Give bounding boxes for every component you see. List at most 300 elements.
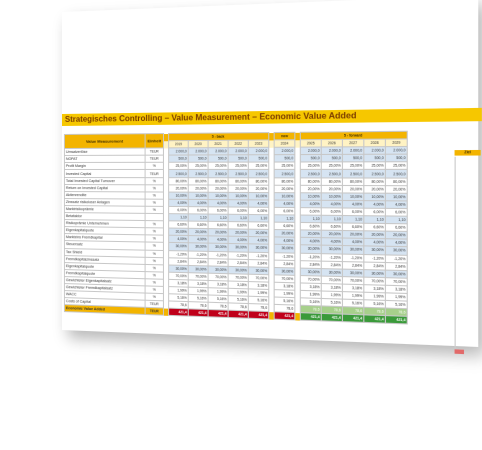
value-cell[interactable]: 25,00% — [342, 162, 363, 170]
value-cell[interactable]: 4,00% — [169, 236, 189, 244]
value-cell[interactable]: 6,60% — [248, 222, 268, 230]
value-cell[interactable]: 4,00% — [248, 237, 268, 245]
row-label: Return on Invested Capital — [64, 184, 145, 192]
value-cell[interactable]: 2.500,0 — [188, 170, 208, 177]
value-cell[interactable]: 5,16% — [274, 297, 295, 305]
value-cell[interactable]: 10,00% — [385, 193, 407, 201]
value-cell[interactable]: 1,10 — [208, 214, 228, 222]
value-cell[interactable]: 4,00% — [274, 200, 295, 208]
value-cell[interactable]: 1,10 — [364, 216, 386, 224]
value-cell[interactable]: 500,0 — [300, 155, 321, 163]
value-cell[interactable]: 10,00% — [169, 192, 189, 199]
value-cell[interactable]: 80,00% — [248, 177, 268, 185]
value-cell[interactable]: 2.000,0 — [385, 147, 407, 155]
value-cell[interactable]: 80,00% — [385, 178, 407, 186]
value-cell[interactable]: 25,00% — [300, 162, 321, 170]
row-label: Betafaktor — [64, 213, 145, 221]
value-cell[interactable]: 4,00% — [274, 237, 295, 245]
value-cell[interactable]: -1,20% — [321, 253, 342, 261]
value-cell[interactable]: 5,16% — [248, 296, 268, 304]
value-cell[interactable]: 421,4 — [228, 310, 248, 318]
row-label: Gewichteter Fremdkapitalsatz — [64, 284, 145, 294]
value-cell[interactable]: 80,00% — [228, 177, 248, 184]
value-cell[interactable]: 1,10 — [169, 214, 189, 222]
value-cell[interactable]: 4,00% — [208, 199, 228, 207]
value-cell[interactable]: 500,0 — [342, 155, 363, 163]
value-cell[interactable]: 5,16% — [228, 296, 248, 304]
value-cell[interactable]: 80,00% — [300, 177, 321, 185]
value-cell[interactable]: 1,99% — [385, 293, 407, 301]
value-cell[interactable]: 1,10 — [274, 215, 295, 223]
value-cell[interactable]: 78,6 — [274, 305, 295, 313]
value-cell[interactable]: 2,84% — [274, 260, 295, 268]
value-cell[interactable]: 70,00% — [188, 272, 208, 280]
row-unit: % — [145, 264, 163, 272]
value-cell[interactable]: -1,20% — [300, 253, 321, 261]
value-cell[interactable]: 4,00% — [248, 200, 268, 208]
value-cell[interactable]: 70,00% — [169, 272, 189, 280]
value-cell[interactable]: 6,60% — [208, 221, 228, 229]
value-cell[interactable]: 78,6 — [385, 308, 407, 316]
value-cell[interactable]: 2.000,0 — [342, 147, 363, 155]
row-label: Umsatzerlöse — [64, 148, 145, 156]
value-cell[interactable]: 30,00% — [228, 244, 248, 252]
value-cell[interactable]: 25,00% — [321, 162, 342, 170]
value-cell[interactable]: 5,16% — [300, 298, 321, 306]
row-unit: % — [145, 250, 163, 258]
value-cell[interactable]: 6,00% — [208, 207, 228, 215]
value-cell[interactable]: 20,00% — [274, 185, 295, 193]
value-cell[interactable]: 5,16% — [321, 299, 342, 307]
value-cell[interactable]: 4,00% — [364, 200, 386, 208]
value-cell[interactable]: 20,00% — [169, 228, 189, 236]
value-cell[interactable]: 421,4 — [169, 308, 189, 316]
value-cell[interactable]: 30,00% — [188, 265, 208, 273]
value-cell[interactable]: 2.000,0 — [188, 148, 208, 155]
value-cell[interactable]: -1,20% — [188, 250, 208, 258]
value-cell[interactable]: 20,00% — [169, 185, 189, 192]
value-cell[interactable]: 2,84% — [228, 259, 248, 267]
value-cell[interactable]: 1,10 — [342, 216, 363, 224]
value-cell[interactable]: 1,99% — [342, 292, 363, 300]
value-cell[interactable]: 3,18% — [342, 284, 363, 292]
value-cell[interactable]: 78,6 — [188, 302, 208, 310]
value-cell[interactable]: 20,00% — [364, 231, 386, 239]
row-label: Fremdkapitalquote — [64, 269, 145, 278]
value-cell[interactable]: 1,99% — [169, 287, 189, 295]
value-cell[interactable]: 78,6 — [364, 307, 386, 315]
value-cell[interactable]: 80,00% — [342, 177, 363, 185]
value-cell[interactable]: 30,00% — [300, 245, 321, 253]
value-cell[interactable]: 20,00% — [274, 230, 295, 238]
value-cell[interactable]: 4,00% — [342, 238, 363, 246]
header-back: 5 - back — [169, 133, 269, 141]
year-header: 2022 — [228, 140, 248, 148]
value-cell[interactable]: 421,4 — [385, 316, 407, 324]
value-cell[interactable]: 20,00% — [228, 229, 248, 237]
value-cell[interactable]: 20,00% — [342, 231, 363, 239]
value-cell[interactable]: 2,84% — [364, 262, 386, 270]
value-cell[interactable]: 78,6 — [248, 304, 268, 312]
value-cell[interactable]: 20,00% — [208, 185, 228, 192]
value-cell[interactable]: 25,00% — [248, 162, 268, 169]
value-cell[interactable]: 2,84% — [208, 258, 228, 266]
value-cell[interactable]: 6,60% — [321, 223, 342, 231]
value-cell[interactable]: 2,84% — [169, 257, 189, 265]
value-cell[interactable]: 25,00% — [188, 163, 208, 170]
value-cell[interactable]: 5,16% — [188, 294, 208, 302]
value-cell[interactable]: 3,18% — [364, 285, 386, 293]
value-cell[interactable]: 10,00% — [274, 192, 295, 200]
value-cell[interactable]: 421,4 — [342, 314, 363, 322]
year-header: 2021 — [208, 140, 228, 148]
value-cell[interactable]: 2.500,0 — [228, 170, 248, 177]
value-cell[interactable]: 4,00% — [342, 200, 363, 208]
value-cell[interactable]: 6,60% — [188, 221, 208, 229]
row-unit: TEUR — [145, 148, 163, 155]
value-cell[interactable]: 20,00% — [300, 230, 321, 238]
value-cell[interactable]: 30,00% — [321, 268, 342, 276]
value-cell[interactable]: 10,00% — [248, 192, 268, 200]
value-cell[interactable]: 10,00% — [188, 192, 208, 199]
value-cell[interactable]: 1,10 — [321, 215, 342, 223]
value-cell[interactable]: 4,00% — [300, 238, 321, 246]
value-cell[interactable]: 1,99% — [274, 290, 295, 298]
value-cell[interactable]: -1,20% — [228, 251, 248, 259]
value-cell[interactable]: 3,18% — [248, 281, 268, 289]
value-cell[interactable]: 25,00% — [169, 163, 189, 170]
value-cell[interactable]: 80,00% — [274, 177, 295, 185]
value-cell[interactable]: 500,0 — [208, 155, 228, 162]
value-cell[interactable]: 80,00% — [169, 177, 189, 184]
spreadsheet-sheet — [62, 0, 478, 347]
value-cell[interactable]: 25,00% — [228, 162, 248, 169]
value-cell[interactable]: 30,00% — [248, 244, 268, 252]
year-header: 2020 — [188, 140, 208, 147]
value-cell[interactable]: 2.500,0 — [321, 170, 342, 178]
value-cell[interactable]: 3,18% — [300, 283, 321, 291]
value-cell[interactable]: 4,00% — [169, 199, 189, 206]
value-cell[interactable]: 421,4 — [364, 315, 386, 323]
sheet-title: Strategisches Controlling – Value Measurement – Economic Value Added — [62, 108, 482, 126]
value-cell[interactable]: 1,99% — [364, 292, 386, 300]
value-cell[interactable]: 500,0 — [188, 155, 208, 162]
value-cell[interactable]: 6,60% — [364, 223, 386, 231]
row-unit: % — [145, 293, 163, 301]
value-cell[interactable]: 78,6 — [208, 302, 228, 310]
value-cell[interactable]: 4,00% — [321, 200, 342, 208]
value-cell[interactable]: 5,16% — [364, 300, 386, 308]
value-cell[interactable]: 30,00% — [274, 245, 295, 253]
value-cell[interactable]: 70,00% — [364, 277, 386, 285]
value-cell[interactable]: 20,00% — [385, 185, 407, 193]
value-cell[interactable]: -1,20% — [274, 252, 295, 260]
value-cell[interactable]: 70,00% — [300, 275, 321, 283]
value-cell[interactable]: 6,60% — [385, 224, 407, 232]
value-cell[interactable]: 30,00% — [169, 265, 189, 273]
value-cell[interactable]: 30,00% — [342, 246, 363, 254]
row-label: Invested Capital — [64, 170, 145, 177]
value-cell[interactable]: 2.500,0 — [208, 170, 228, 177]
value-cell[interactable]: 4,00% — [228, 236, 248, 244]
value-cell[interactable]: 500,0 — [321, 155, 342, 163]
value-cell[interactable]: 78,6 — [169, 301, 189, 309]
value-cell[interactable]: 30,00% — [228, 266, 248, 274]
value-cell[interactable]: 70,00% — [385, 277, 407, 285]
value-cell[interactable]: 421,4 — [188, 309, 208, 317]
value-cell[interactable]: 2.500,0 — [248, 170, 268, 177]
ziel-marker — [455, 349, 464, 354]
row-label: Eigenkapitalquote — [64, 227, 145, 235]
value-cell[interactable]: 2,84% — [321, 261, 342, 269]
value-cell[interactable]: 20,00% — [321, 185, 342, 193]
value-cell[interactable]: 2.000,0 — [321, 147, 342, 155]
value-cell[interactable]: 4,00% — [208, 236, 228, 244]
value-cell[interactable]: 5,16% — [169, 294, 189, 302]
value-cell[interactable]: 2,84% — [385, 262, 407, 270]
value-cell[interactable]: 20,00% — [248, 229, 268, 237]
value-cell[interactable]: 70,00% — [248, 274, 268, 282]
value-cell[interactable]: 1,10 — [228, 214, 248, 222]
value-cell[interactable]: 1,10 — [300, 215, 321, 223]
value-cell[interactable]: -1,20% — [342, 254, 363, 262]
row-label: Profit Margin — [64, 163, 145, 170]
value-cell[interactable]: 2.000,0 — [248, 148, 268, 156]
row-unit: TEUR — [145, 308, 163, 316]
value-cell[interactable]: 500,0 — [228, 155, 248, 162]
value-cell[interactable]: 80,00% — [321, 177, 342, 185]
value-cell[interactable]: 30,00% — [342, 269, 363, 277]
value-cell[interactable]: 30,00% — [274, 267, 295, 275]
header-forward: 5 - forward — [300, 131, 407, 140]
value-cell[interactable]: 2.500,0 — [385, 170, 407, 178]
value-cell[interactable]: 30,00% — [208, 266, 228, 274]
value-cell[interactable]: 1,99% — [300, 290, 321, 298]
value-cell[interactable]: 10,00% — [228, 192, 248, 200]
value-cell[interactable]: 1,99% — [248, 289, 268, 297]
value-cell[interactable]: 30,00% — [169, 243, 189, 251]
value-cell[interactable]: 20,00% — [364, 185, 386, 193]
row-unit: % — [145, 228, 163, 236]
value-cell[interactable]: 78,6 — [228, 303, 248, 311]
value-cell[interactable]: 6,60% — [342, 223, 363, 231]
value-cell[interactable]: 6,00% — [274, 207, 295, 215]
row-unit: % — [145, 177, 163, 184]
value-cell[interactable]: 25,00% — [208, 163, 228, 170]
header-unit: Einheit — [145, 134, 163, 149]
value-cell[interactable]: 10,00% — [208, 192, 228, 200]
value-cell[interactable]: 25,00% — [364, 162, 386, 170]
value-cell[interactable]: 4,00% — [188, 236, 208, 244]
value-cell[interactable]: 20,00% — [300, 185, 321, 193]
value-cell[interactable]: 1,99% — [208, 288, 228, 296]
row-unit: TEUR — [145, 300, 163, 308]
value-cell[interactable]: 2.000,0 — [208, 148, 228, 155]
value-cell[interactable]: 5,16% — [385, 300, 407, 308]
value-cell[interactable]: 2.500,0 — [169, 170, 189, 177]
year-header: 2028 — [364, 139, 386, 147]
value-cell[interactable]: 3,18% — [169, 279, 189, 287]
row-label: Tax Shield — [64, 248, 145, 257]
value-cell[interactable]: 2,84% — [188, 258, 208, 266]
value-cell[interactable]: 78,6 — [342, 307, 363, 315]
value-cell[interactable]: 4,00% — [385, 239, 407, 247]
value-cell[interactable]: 4,00% — [188, 199, 208, 206]
value-cell[interactable]: 6,00% — [342, 208, 363, 216]
value-cell[interactable]: 2.000,0 — [169, 148, 189, 155]
value-cell[interactable]: 6,60% — [274, 222, 295, 230]
value-cell[interactable]: 70,00% — [274, 275, 295, 283]
value-cell[interactable]: 421,4 — [321, 314, 342, 322]
value-cell[interactable]: 4,00% — [385, 201, 407, 209]
header-ziel: Ziel — [455, 150, 481, 156]
value-cell[interactable]: 10,00% — [342, 193, 363, 201]
value-cell[interactable]: 2,84% — [248, 259, 268, 267]
value-cell[interactable]: 5,16% — [342, 299, 363, 307]
value-cell[interactable]: 421,4 — [248, 311, 268, 319]
value-cell[interactable]: 1,99% — [321, 291, 342, 299]
value-cell[interactable]: 10,00% — [364, 193, 386, 201]
value-cell[interactable]: 4,00% — [321, 238, 342, 246]
value-cell[interactable]: 20,00% — [385, 231, 407, 239]
value-cell[interactable]: 2.500,0 — [274, 170, 295, 178]
value-cell[interactable]: 70,00% — [321, 276, 342, 284]
row-label: Total Invested Capital Turnover — [64, 177, 145, 184]
value-cell[interactable]: 25,00% — [274, 162, 295, 170]
value-cell[interactable]: 421,4 — [208, 310, 228, 318]
value-cell[interactable]: -1,20% — [169, 250, 189, 258]
value-cell[interactable]: 6,60% — [228, 222, 248, 230]
value-cell[interactable]: -1,20% — [208, 251, 228, 259]
value-cell[interactable]: 3,18% — [321, 283, 342, 291]
value-cell[interactable]: 20,00% — [188, 229, 208, 237]
value-cell[interactable]: 30,00% — [248, 267, 268, 275]
value-cell[interactable]: 3,18% — [208, 280, 228, 288]
value-cell[interactable]: -1,20% — [248, 252, 268, 260]
value-cell[interactable]: 78,6 — [321, 306, 342, 314]
value-cell[interactable]: 20,00% — [208, 229, 228, 237]
value-cell[interactable]: 421,4 — [274, 312, 295, 320]
year-header: 2024 — [274, 140, 295, 148]
value-cell[interactable]: 2,84% — [300, 260, 321, 268]
value-cell[interactable]: 6,00% — [188, 207, 208, 215]
value-cell[interactable]: 2.500,0 — [364, 170, 386, 178]
row-label: Fremdkapitalzinssatz — [64, 255, 145, 264]
value-cell[interactable]: 2.000,0 — [300, 147, 321, 155]
row-unit: % — [145, 206, 163, 213]
value-cell[interactable]: 1,99% — [228, 288, 248, 296]
value-cell[interactable]: 3,18% — [188, 280, 208, 288]
year-header: 2023 — [248, 140, 268, 148]
value-cell[interactable]: 70,00% — [228, 273, 248, 281]
value-cell[interactable]: 2.500,0 — [342, 170, 363, 178]
row-unit: TEUR — [145, 155, 163, 162]
value-cell[interactable]: 20,00% — [321, 230, 342, 238]
value-cell[interactable]: 30,00% — [364, 246, 386, 254]
row-label: Economic Value Added — [64, 305, 145, 315]
value-cell[interactable]: 2.500,0 — [300, 170, 321, 178]
value-cell[interactable]: 80,00% — [188, 177, 208, 184]
value-cell[interactable]: 20,00% — [342, 185, 363, 193]
value-cell[interactable]: 30,00% — [385, 270, 407, 278]
value-cell[interactable]: 30,00% — [321, 246, 342, 254]
value-cell[interactable]: 30,00% — [300, 268, 321, 276]
value-cell[interactable]: 500,0 — [385, 154, 407, 162]
value-cell[interactable]: 20,00% — [248, 185, 268, 193]
value-cell[interactable]: 20,00% — [188, 185, 208, 192]
value-cell[interactable]: 2.000,0 — [364, 147, 386, 155]
value-cell[interactable]: 4,00% — [228, 200, 248, 208]
value-cell[interactable]: 5,16% — [208, 295, 228, 303]
value-cell[interactable]: 2.000,0 — [228, 148, 248, 156]
value-cell[interactable]: 4,00% — [300, 200, 321, 208]
value-cell[interactable]: 6,00% — [300, 208, 321, 216]
value-cell[interactable]: 421,4 — [300, 313, 321, 321]
value-cell[interactable]: 1,10 — [248, 215, 268, 223]
value-cell[interactable]: 6,00% — [364, 208, 386, 216]
value-cell[interactable]: 3,18% — [228, 281, 248, 289]
value-measurement-table — [64, 131, 408, 325]
value-cell[interactable]: 80,00% — [208, 177, 228, 184]
value-cell[interactable]: 1,10 — [188, 214, 208, 222]
row-label: Costs of Capital — [64, 298, 145, 308]
header-label: Value Measurement — [64, 134, 145, 149]
value-cell[interactable]: 10,00% — [300, 192, 321, 200]
year-header: 2026 — [321, 139, 342, 147]
value-cell[interactable]: 6,60% — [300, 223, 321, 231]
value-cell[interactable]: 6,00% — [321, 208, 342, 216]
value-cell[interactable]: 70,00% — [342, 276, 363, 284]
value-cell[interactable]: -1,20% — [385, 254, 407, 262]
header-now: now — [274, 132, 295, 140]
value-cell[interactable]: 500,0 — [274, 155, 295, 163]
value-cell[interactable]: 30,00% — [188, 243, 208, 251]
value-cell[interactable]: 2,84% — [342, 261, 363, 269]
ziel-column — [455, 157, 482, 350]
value-cell[interactable]: 6,00% — [169, 206, 189, 213]
value-cell[interactable]: 10,00% — [321, 193, 342, 201]
value-cell[interactable]: 30,00% — [385, 247, 407, 255]
value-cell[interactable]: 6,00% — [228, 207, 248, 215]
value-cell[interactable]: 20,00% — [228, 185, 248, 193]
value-cell[interactable]: 70,00% — [208, 273, 228, 281]
row-unit: % — [145, 242, 163, 250]
value-cell[interactable]: 6,00% — [385, 208, 407, 216]
value-cell[interactable]: 500,0 — [248, 155, 268, 163]
value-cell[interactable]: 78,6 — [300, 305, 321, 313]
value-cell[interactable]: 2.000,0 — [274, 147, 295, 155]
value-cell[interactable]: 4,00% — [364, 239, 386, 247]
row-unit: % — [145, 221, 163, 229]
row-label: Risikoprämie Unternehmen — [64, 220, 145, 228]
value-cell[interactable]: 25,00% — [385, 162, 407, 170]
row-unit: % — [145, 163, 163, 170]
value-cell[interactable]: 3,18% — [385, 285, 407, 293]
value-cell[interactable]: 6,00% — [248, 207, 268, 215]
value-cell[interactable]: 80,00% — [364, 178, 386, 186]
value-cell[interactable]: 6,60% — [169, 221, 189, 229]
year-header: 2027 — [342, 139, 363, 147]
value-cell[interactable]: 1,99% — [188, 287, 208, 295]
value-cell[interactable]: 30,00% — [208, 244, 228, 252]
value-cell[interactable]: 3,18% — [274, 282, 295, 290]
value-cell[interactable]: -1,20% — [364, 254, 386, 262]
value-cell[interactable]: 500,0 — [364, 155, 386, 163]
value-cell[interactable]: 500,0 — [169, 155, 189, 162]
year-header: 2019 — [169, 141, 189, 148]
value-cell[interactable]: 1,10 — [385, 216, 407, 224]
value-cell[interactable]: 30,00% — [364, 269, 386, 277]
